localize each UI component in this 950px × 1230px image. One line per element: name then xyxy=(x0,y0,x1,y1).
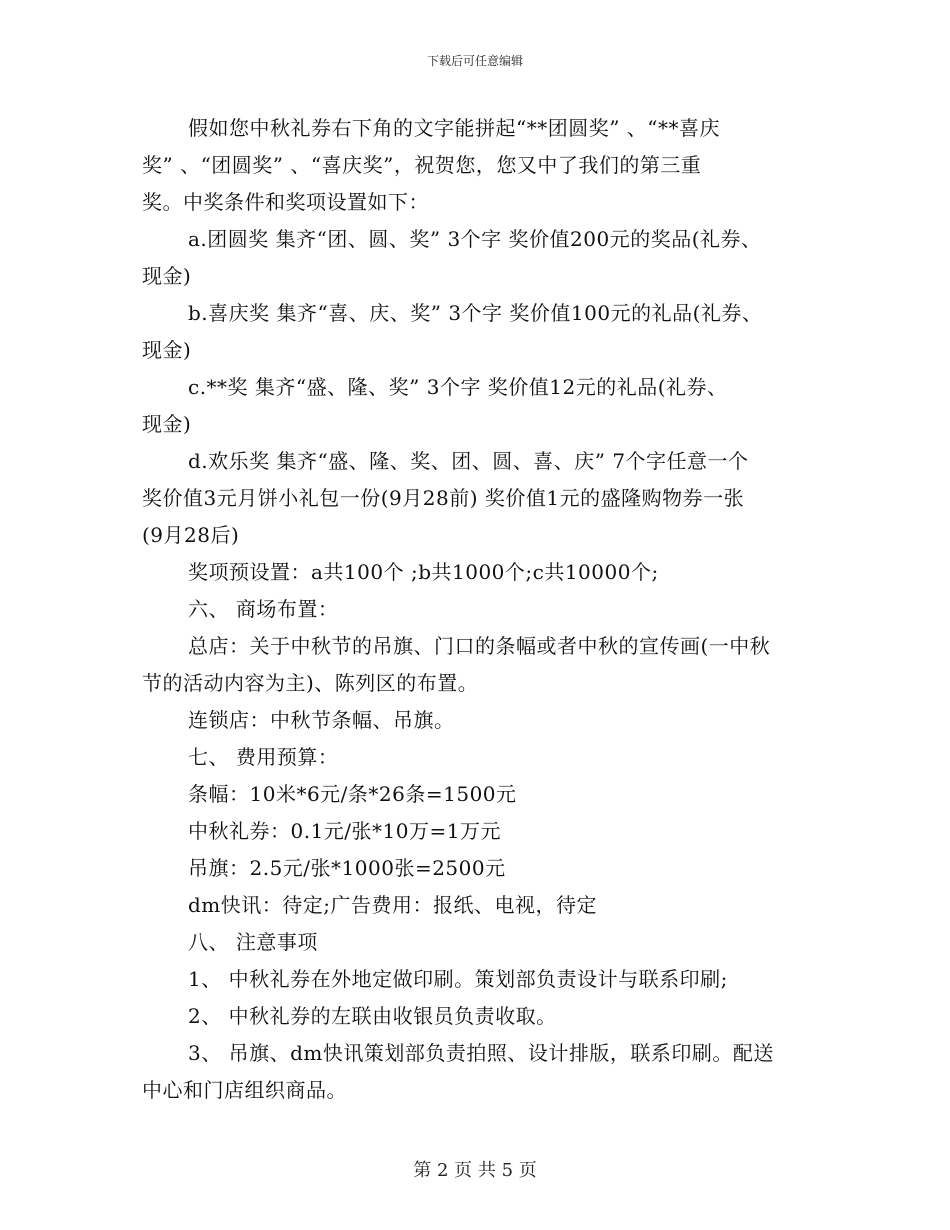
paragraph-line: (9月28后) xyxy=(142,523,240,547)
notice-item: 1、 中秋礼券在外地定做印刷。策划部负责设计与联系印刷; xyxy=(188,967,728,991)
prize-d-line: d.欢乐奖 集齐“盛、隆、奖、团、圆、喜、庆” 7个字任意一个 xyxy=(188,449,749,473)
page-number: 第 2 页 共 5 页 xyxy=(413,1160,537,1181)
section-heading: 七、 费用预算： xyxy=(188,745,339,769)
budget-line: dm快讯：待定;广告费用：报纸、电视，待定 xyxy=(188,893,598,917)
budget-line: 中秋礼券：0.1元/张*10万=1万元 xyxy=(188,819,501,843)
prize-quota-line: 奖项预设置：a共100个 ;b共1000个;c共10000个; xyxy=(188,560,659,584)
paragraph-line: 奖价值3元月饼小礼包一份(9月28前) 奖价值1元的盛隆购物券一张 xyxy=(142,486,745,510)
budget-line: 条幅：10米*6元/条*26条=1500元 xyxy=(188,782,517,806)
paragraph-line: 总店：关于中秋节的吊旗、门口的条幅或者中秋的宣传画(一中秋 xyxy=(188,634,771,658)
paragraph-line: 假如您中秋礼券右下角的文字能拼起“**团圆奖” 、“**喜庆 xyxy=(188,116,721,140)
prize-b-line: b.喜庆奖 集齐“喜、庆、奖” 3个字 奖价值100元的礼品(礼券、 xyxy=(188,301,763,325)
section-heading: 八、 注意事项 xyxy=(188,930,318,954)
paragraph-line: 连锁店：中秋节条幅、吊旗。 xyxy=(188,708,455,732)
prize-a-line: a.团圆奖 集齐“团、圆、奖” 3个字 奖价值200元的奖品(礼券、 xyxy=(188,227,762,251)
paragraph-line: 奖” 、“团圆奖” 、“喜庆奖”，祝贺您，您又中了我们的第三重 xyxy=(142,153,702,177)
notice-item: 3、 吊旗、dm快讯策划部负责拍照、设计排版，联系印刷。配送 xyxy=(188,1041,774,1065)
paragraph-line: 奖。中奖条件和奖项设置如下： xyxy=(142,190,429,214)
paragraph-line: 现金) xyxy=(142,264,192,288)
paragraph-line: 现金) xyxy=(142,412,192,436)
paragraph-line: 现金) xyxy=(142,338,192,362)
prize-c-line: c.**奖 集齐“盛、隆、奖” 3个字 奖价值12元的礼品(礼券、 xyxy=(188,375,728,399)
page-header: 下载后可任意编辑 xyxy=(426,54,523,68)
paragraph-line: 节的活动内容为主)、陈列区的布置。 xyxy=(142,671,479,695)
notice-item: 2、 中秋礼券的左联由收银员负责收取。 xyxy=(188,1004,557,1028)
section-heading: 六、 商场布置： xyxy=(188,597,339,621)
budget-line: 吊旗：2.5元/张*1000张=2500元 xyxy=(188,856,506,880)
paragraph-line: 中心和门店组织商品。 xyxy=(142,1078,347,1102)
